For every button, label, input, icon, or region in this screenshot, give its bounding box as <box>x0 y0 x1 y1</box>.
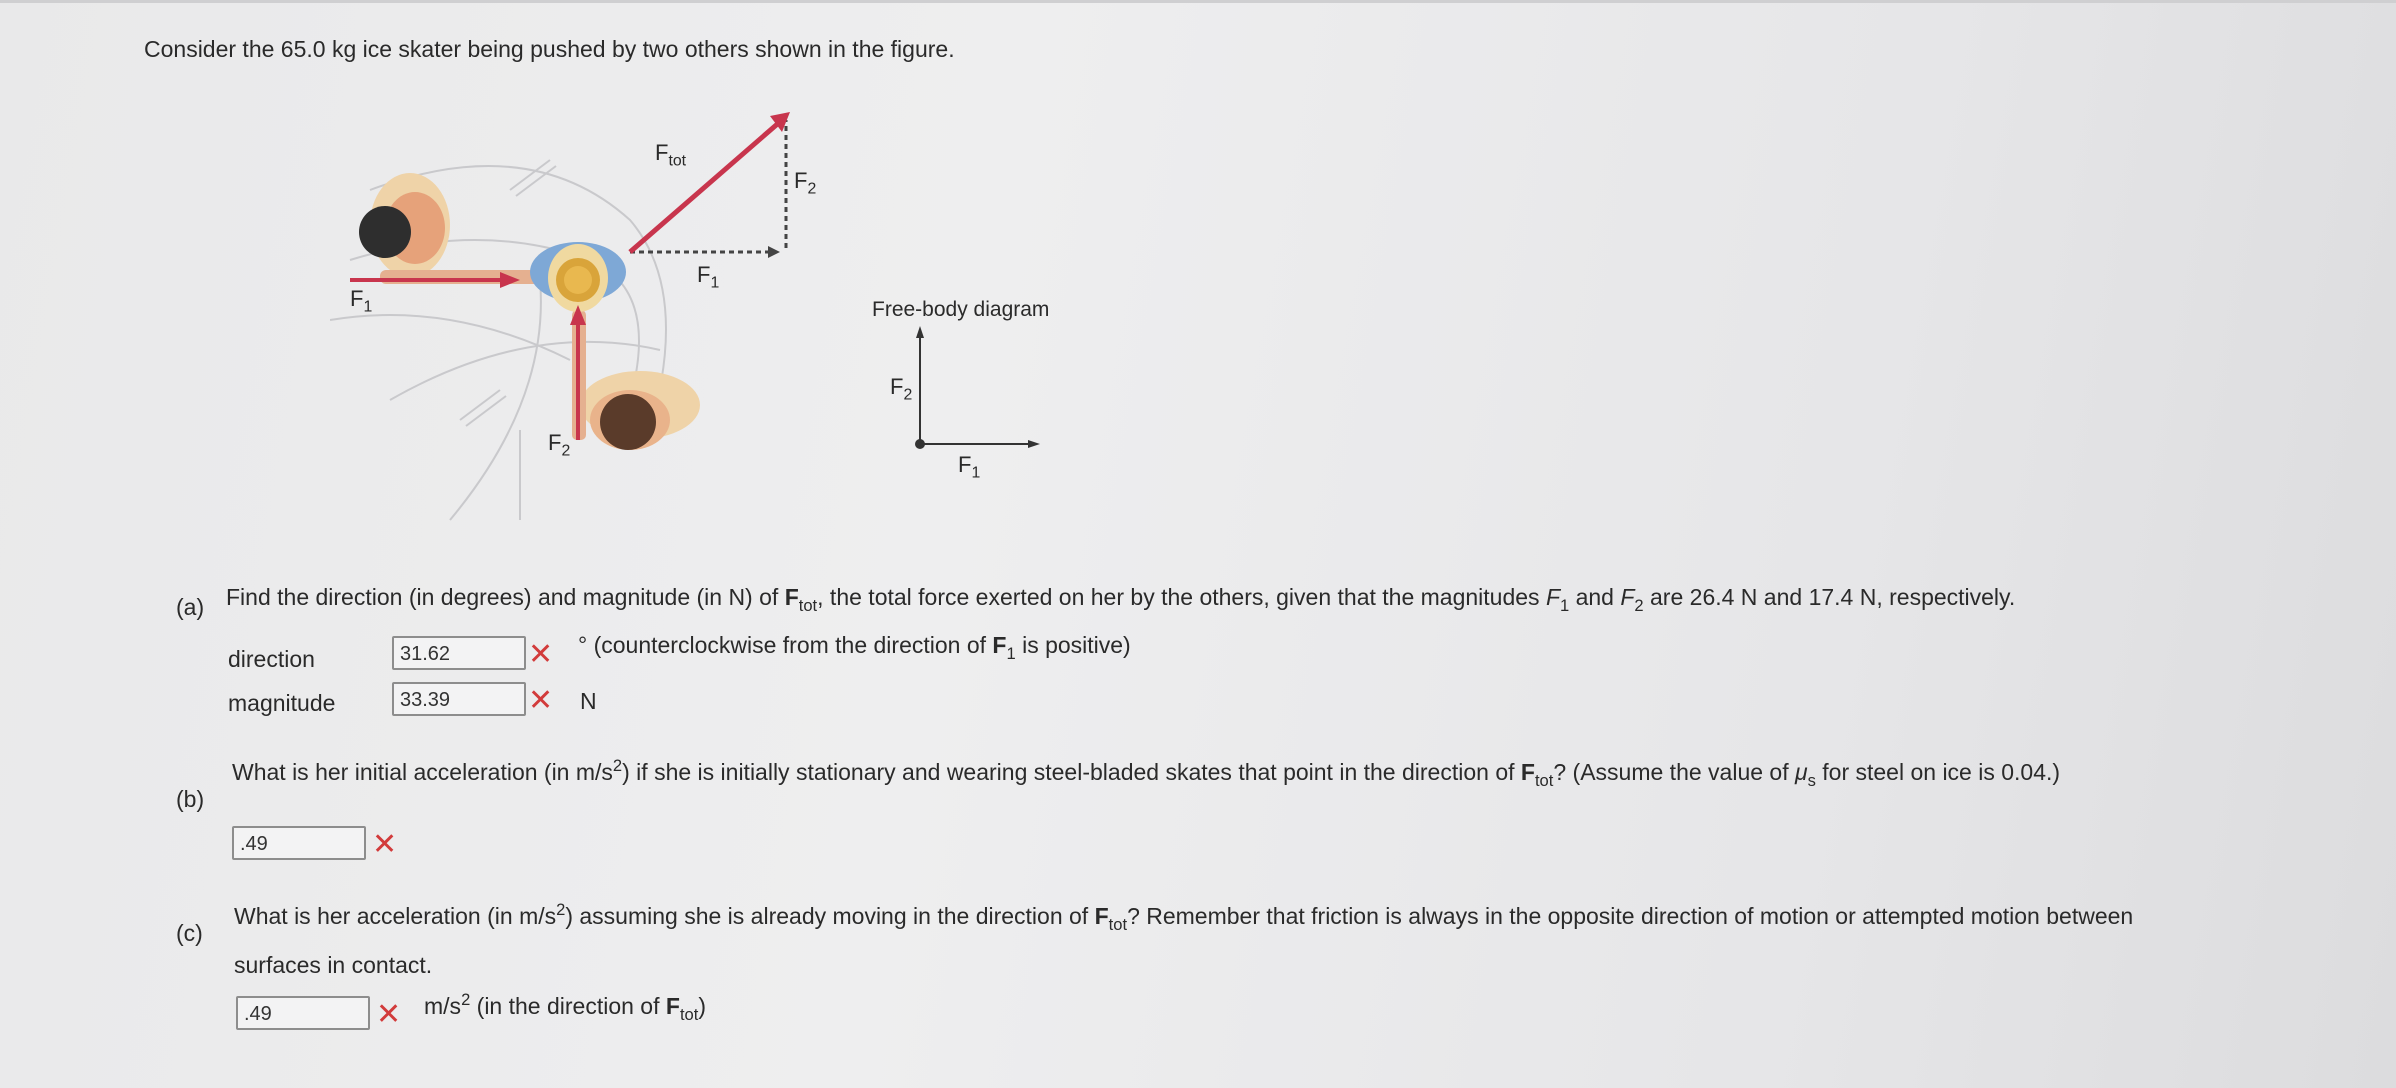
ftot-arrow-line <box>630 120 782 252</box>
part-c-answer-input[interactable]: .49 <box>236 996 370 1030</box>
free-body-diagram <box>900 320 1050 460</box>
center-skater <box>530 242 626 312</box>
magnitude-label: magnitude <box>228 690 336 716</box>
bottom-pusher <box>572 310 700 450</box>
label-f2-bottom: $F_2$ <box>548 430 571 460</box>
part-c-wrong-icon: ✕ <box>376 998 402 1031</box>
part-a-letter: (a) <box>176 594 205 620</box>
left-pusher <box>359 173 550 284</box>
part-c-question-line2: surfaces in contact. <box>234 952 433 978</box>
window-top-edge <box>0 0 2396 3</box>
part-b-letter: (b) <box>176 786 205 812</box>
label-f1-left: $F_1$ <box>350 286 373 316</box>
direction-wrong-icon: ✕ <box>528 638 554 671</box>
direction-input[interactable]: 31.62 <box>392 636 526 670</box>
part-c-unit: $m/s^2$ (in the direction of $F_{tot}$) <box>424 990 707 1024</box>
part-b-wrong-icon: ✕ <box>372 828 398 861</box>
part-b-question: What is her initial acceleration (in $m/s^2$) if she is initially stationary and wearing steel-bladed skates that point in the direction of $F_{tot}$? (Assume the value of $\mu_s$ for steel on ice is 0.04.) <box>232 756 2061 790</box>
label-f2-top: $F_2$ <box>794 168 817 198</box>
direction-unit: ° (counterclockwise from the direction of $F_1$ is positive) <box>578 632 1131 663</box>
magnitude-wrong-icon: ✕ <box>528 684 554 717</box>
magnitude-input[interactable]: 33.39 <box>392 682 526 716</box>
part-c-letter: (c) <box>176 920 203 946</box>
fbd-label-f2: $F_2$ <box>890 374 913 404</box>
part-b-answer-input[interactable]: .49 <box>232 826 366 860</box>
part-a-question: Find the direction (in degrees) and magnitude (in N) of $F_{tot}$, the total force exerted on her by the others, given that the magnitudes $F_1$ and $F_2$ are 26.4 N and 17.4 N, respectively. <box>226 584 2016 615</box>
label-ftot: $F_{tot}$ <box>655 140 687 170</box>
direction-label: direction <box>228 646 315 672</box>
problem-intro: Consider the 65.0 kg ice skater being pushed by two others shown in the figure. <box>144 36 955 62</box>
fbd-title: Free-body diagram <box>872 298 1050 321</box>
fbd-label-f1: $F_1$ <box>958 452 981 482</box>
skaters-figure <box>330 100 810 550</box>
part-c-question: What is her acceleration (in $m/s^2$) assuming she is already moving in the direction of $F_{tot}$? Remember that friction is always in the opposite direction of motion or attempted motion between <box>234 900 2134 934</box>
label-f1-mid: $F_1$ <box>697 262 720 292</box>
magnitude-unit: N <box>580 688 597 714</box>
